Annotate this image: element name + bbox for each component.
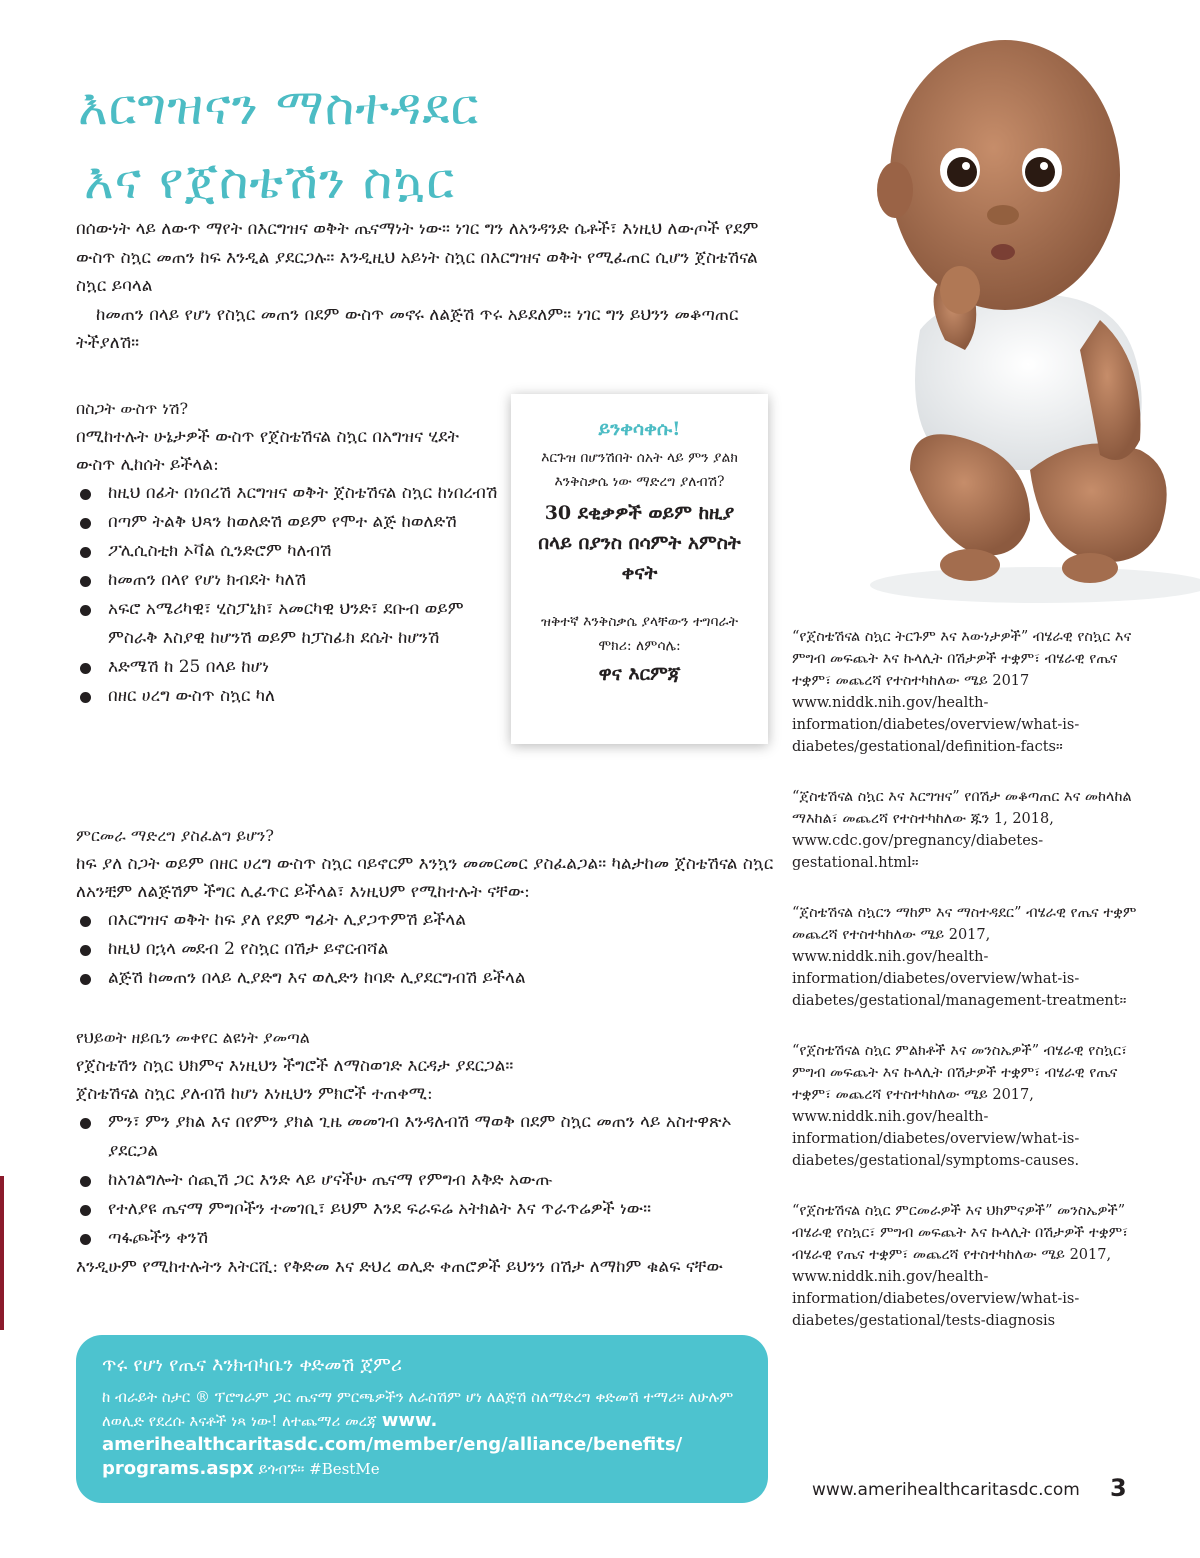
bullet-icon xyxy=(80,692,91,703)
edge-bar xyxy=(0,1176,4,1330)
screening-list xyxy=(76,906,776,993)
lifestyle-section xyxy=(76,1024,776,1281)
callout-question: እርጉዝ በሆንሽበት ሰአት ላይ ምን ያልክ እንቅስቃሴ ነው ማድረግ ያለብሽ? xyxy=(541,450,738,490)
promo-box xyxy=(76,1335,768,1503)
list-item: ምን፣ ምን ያክል እና በየምን ያክል ጊዜ መመገብ እንዳለብሽ ማወቅ በደም ስኳር መጠን ላይ አስተዋጽኦ ያደርጋል xyxy=(76,1108,776,1166)
list-item: በጣም ትልቅ ህጻን ከወለድሽ ወይም የሞተ ልጅ ከወለድሽ xyxy=(76,508,501,537)
reference-item: “የጀስቴሽናል ስኳር ምልክቶች እና መንስኤዎች” ብሄራዊ የስኳር፣ ምግብ መፍጨት እና ኩላሊት በሽታዎች ተቋም፣ ብሄራዊ የጤና ተቋም፣ መጨረሻ የተስተካከለው ሜይ 2017, www.niddk.nih.gov/health-information/diabetes/overview/what-is-diabetes/gestational/symptoms-causes. xyxy=(792,1043,1128,1169)
bullet-icon xyxy=(80,974,91,985)
lifestyle-list xyxy=(76,1108,776,1253)
promo-suffix: ይጎብኙ። #BestMe xyxy=(258,1460,380,1478)
promo-body xyxy=(102,1385,752,1481)
lifestyle-heading: የህይወት ዘይቤን መቀየር ልዩነት ያመጣል xyxy=(76,1028,310,1047)
reference-item: “ጀስቴሽናል ስኳርን ማከም እና ማስተዳደር” ብሄራዊ የጤና ተቋም መጨረሻ የተስተካከለው ሜይ 2017, www.niddk.nih.gov/health-information/diabetes/overview/what-is-diabetes/gestational/management-treatment። xyxy=(792,905,1137,1009)
list-item: እድሜሽ ከ 25 በላይ ከሆነ xyxy=(76,653,501,682)
list-item: የተለያዩ ጤናማ ምግቦችን ተመገቢ፣ ይህም እንደ ፍራፍሬ አትክልት እና ጥራጥሬዎች ነው። xyxy=(76,1195,776,1224)
page-title-line1: እርግዝናን ማስተዳደር xyxy=(78,78,480,136)
bullet-icon xyxy=(80,945,91,956)
lifestyle-closing: እንዲሁም የሚከተሉትን እትርሺ: የቅድመ እና ድህረ ወሊድ ቀጠሮዎች ይህንን በሽታ ለማከም ቁልፍ ናቸው xyxy=(76,1257,723,1277)
reference-item: “የጀስቴሽናል ስኳር ትርጉም እና እውነታዎች” ብሄራዊ የስኳር እና ምግብ መፍጨት እና ኩላሊት በሽታዎች ተቋም፣ ብሄራዊ የጤና ተቋም፣ መጨረሻ የተስተካከለው ሜይ 2017 www.niddk.nih.gov/health-information/diabetes/overview/what-is-diabetes/gestational/definition-facts። xyxy=(792,629,1132,755)
intro-paragraph-1: በሰውነት ላይ ለውጥ ማየት በእርግዝና ወቅት ጤናማነት ነው። ነገር ግን ለአንዳንድ ሴቶች፣ እነዚህ ለውጦች የደም ውስጥ ስኳር መጠን ከፍ እንዲል ያደርጋሉ። እንዲዚህ አይነት ስኳር በእርግዝና ወቅት የሚፈጠር ሲሆን ጀስቴሽናል ስኳር ይባላል xyxy=(76,219,759,296)
references-list xyxy=(792,626,1142,1360)
list-item: ከመጠን በላየ የሆነ ክብደት ካለሽ xyxy=(76,566,501,595)
risk-list xyxy=(76,479,501,711)
list-item: ልጅሽ ከመጠን በላይ ሊያድግ እና ወሊድን ከባድ ሊያደርግብሽ ይችላል xyxy=(76,964,776,993)
bullet-icon xyxy=(80,576,91,587)
bullet-icon xyxy=(80,489,91,500)
intro-section xyxy=(76,215,776,358)
reference-item: “ጀስቴሽናል ስኳር እና እርግዝና” የበሽታ መቆጣጠር እና መከላከል ማእከል፣ መጨረሻ የተስተካከለው ጁን 1, 2018, www.cdc.gov/pregnancy/diabetes-gestational.html። xyxy=(792,789,1132,871)
lifestyle-line2: ጀስቴሽናል ስኳር ያለብሽ ከሆነ እነዚህን ምክሮች ተጠቀሚ: xyxy=(76,1084,433,1104)
callout-answer: 30 ደቂቃዎች ወይም ከዚያ በላይ በያንስ በሳምት አምስት ቀናት xyxy=(538,502,741,584)
bullet-icon xyxy=(80,1176,91,1187)
list-item: ጣፋጮችን ቀንሽ xyxy=(76,1224,776,1253)
promo-link[interactable]: www. amerihealthcaritasdc.com/member/eng/alliance/benefits/ programs.aspx xyxy=(102,1410,683,1479)
baby-photo xyxy=(800,0,1200,610)
screening-section xyxy=(76,822,776,993)
bullet-icon xyxy=(80,605,91,616)
page-title-line2: እና የጀስቴሽን ስኳር xyxy=(84,152,456,210)
callout-example: ዋና እርምጃ xyxy=(598,663,681,685)
bullet-icon xyxy=(80,916,91,927)
reference-item: “የጀስቴሽናል ስኳር ምርመራዎች እና ህክምናዎች” መንስኤዎች” ብሄራዊ የስኳር፣ ምግብ መፍጨት እና ኩላሊት በሽታዎች ተቋም፣ ብሄራዊ የጤና ተቋም፣ መጨረሻ የተስተካከለው ሜይ 2017, www.niddk.nih.gov/health-information/diabetes/overview/what-is-diabetes/gestational/tests-diagnosis xyxy=(792,1203,1129,1329)
bullet-icon xyxy=(80,518,91,529)
promo-text: ከ ብራይት ስታር ® ፕሮግራም ጋር ጤናማ ምርጫዎችን ለራስሽም ሆነ ለልጅሽ ስለማድረግ ቀድመሽ ተማሪ። ለሁሉም ለወሊድ የደረሱ እናቶች ነጻ ነው! ለተጨማሪ መረጃ xyxy=(102,1388,734,1430)
list-item: አፍሮ አሜሪካዊ፣ ሂስፓኒክ፣ አመርካዊ ህንድ፣ ደቡብ ወይም ምስራቅ እስያዊ ከሆንሽ ወይም ከፓስፊክ ደሴት ከሆንሽ xyxy=(76,595,501,653)
promo-heading: ጥሩ የሆነ የጤና እንክብካቤን ቀድመሽ ጀምሪ xyxy=(102,1354,402,1376)
callout-suggestion: ዝቅተኛ እንቅስቃሴ ያላቸውን ተግባራት ሞክሪ: ለምሳሌ: xyxy=(540,614,739,654)
callout-heading: ይንቀሳቀሱ! xyxy=(598,418,681,440)
risk-intro: በሚከተሉት ሁኔታዎች ውስጥ የጀስቴሽናል ስኳር በአግዝና ሂደት ውስጥ ሊከሰት ይችላል: xyxy=(76,427,460,475)
list-item: በእርግዝና ወቅት ከፍ ያለ የደም ግፊት ሊያጋጥምሽ ይችላል xyxy=(76,906,776,935)
list-item: ከዚህ በፊት በነበረሽ እርግዝና ወቅት ጀስቴሽናል ስኳር ከነበረብሽ xyxy=(76,479,501,508)
bullet-icon xyxy=(80,1118,91,1129)
list-item: ፖሊሲስቲክ ኦቫል ሲንድሮም ካለብሽ xyxy=(76,537,501,566)
list-item: በዘር ሀረግ ውስጥ ስኳር ካለ xyxy=(76,682,501,711)
screening-intro: ከፍ ያለ ስጋት ወይም በዘር ሀረግ ውስጥ ስኳር ባይኖርም እንኳን መመርመር ያስፈልጋል። ካልታከመ ጀስቴሽናል ስኳር ለአንቺም ለልጅሽም ችግር ሊፈጥር ይችላል፣ እነዚህም የሚከተሉት ናቸው: xyxy=(76,854,774,902)
bullet-icon xyxy=(80,1234,91,1245)
footer-url[interactable]: www.amerihealthcaritasdc.com xyxy=(812,1480,1080,1500)
bullet-icon xyxy=(80,547,91,558)
exercise-callout xyxy=(511,394,768,744)
page-number: 3 xyxy=(1110,1474,1127,1502)
risk-heading: በስጋት ውስጥ ነሽ? xyxy=(76,399,189,418)
risk-section xyxy=(76,395,501,711)
bullet-icon xyxy=(80,1205,91,1216)
list-item: ከዚህ በኋላ መደብ 2 የስኳር በሽታ ይኖርብሻል xyxy=(76,935,776,964)
screening-heading: ምርመራ ማድረግ ያስፈልግ ይሆን? xyxy=(76,826,274,845)
intro-paragraph-2: ከመጠን በላይ የሆነ የስኳር መጠን በደም ውስጥ መኖሩ ለልጅሽ ጥሩ አይደለም። ነገር ግን ይህንን መቆጣጠር ትችያለሽ። xyxy=(76,304,739,353)
lifestyle-line1: የጀስቴሽን ስኳር ህክምና እነዚህን ችግሮች ለማስወገድ እርዳታ ያደርጋል። xyxy=(76,1056,514,1076)
bullet-icon xyxy=(80,663,91,674)
list-item: ከአገልግሎት ሰጪሽ ጋር እንድ ላይ ሆናችሁ ጤናማ የምግብ እቅድ አውጡ xyxy=(76,1166,776,1195)
